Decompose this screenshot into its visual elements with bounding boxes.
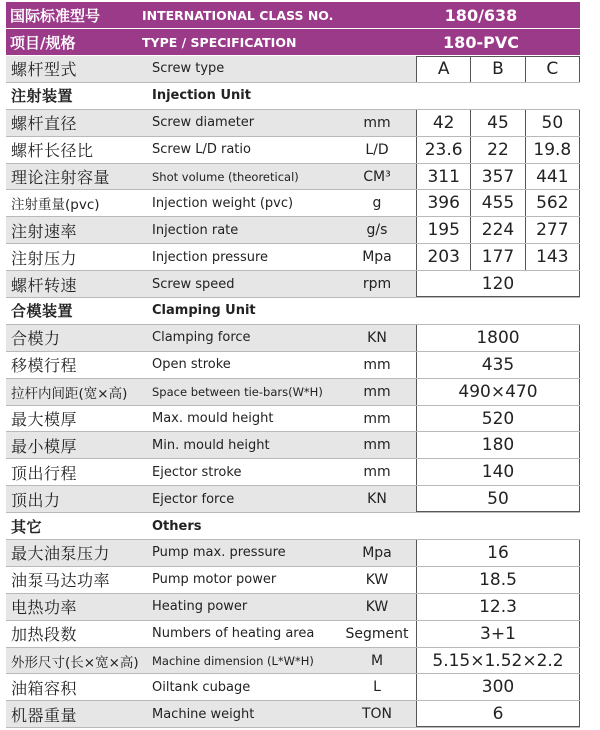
value-cell: 1800 xyxy=(476,327,520,348)
section-label-en: Others xyxy=(152,518,202,534)
row-unit xyxy=(338,56,416,82)
row-label-cn: 电热功率 xyxy=(11,598,78,618)
row-label-cn: 最大模厚 xyxy=(11,410,78,430)
row-label-cn: 移模行程 xyxy=(11,356,78,376)
row-label-en: Clamping force xyxy=(152,330,251,346)
row-label-cn: 合模力 xyxy=(11,329,61,349)
value-cell: 277 xyxy=(525,217,579,243)
row-unit: KW xyxy=(365,598,389,615)
row-values xyxy=(416,217,580,243)
row-label-en: Ejector stroke xyxy=(152,464,242,480)
class-label-cn: 国际标准型号 xyxy=(10,6,101,25)
value-cell: 22 xyxy=(470,137,524,163)
section-label-en: Clamping Unit xyxy=(152,303,256,319)
spec-row xyxy=(6,110,580,137)
row-label-cn: 螺杆转速 xyxy=(11,275,78,295)
row-values xyxy=(416,648,580,674)
clamping-rows xyxy=(6,325,580,513)
value-cell: 177 xyxy=(470,244,524,270)
value-cell: 140 xyxy=(481,462,515,483)
row-label-en: Oiltank cubage xyxy=(152,679,251,695)
row-label-cn: 最大油泵压力 xyxy=(11,544,111,564)
row-label-cn: 最小模厚 xyxy=(11,436,78,456)
value-cell: 42 xyxy=(432,112,455,133)
row-unit: mm xyxy=(363,356,391,373)
row-label-cn: 注射压力 xyxy=(11,248,78,268)
screw-type-row xyxy=(6,56,580,83)
value-cell: 50 xyxy=(487,488,509,509)
section-label-cn: 其它 xyxy=(11,517,43,536)
value-cell: 357 xyxy=(470,164,524,190)
row-unit: mm xyxy=(363,437,391,454)
type-value: 180-PVC xyxy=(443,32,519,52)
section-others xyxy=(6,513,580,540)
row-label-en: Injection pressure xyxy=(152,249,269,265)
value-cell: 195 xyxy=(427,220,460,241)
spec-sheet xyxy=(6,0,580,728)
row-values xyxy=(416,567,580,593)
row-label-en: Shot volume (theoretical) xyxy=(152,169,299,184)
row-values xyxy=(416,406,580,432)
row-label-en: Max. mould height xyxy=(152,411,274,427)
row-label-cn: 机器重量 xyxy=(11,705,78,725)
spec-row xyxy=(6,621,580,648)
row-label-en: Screw L/D ratio xyxy=(152,142,251,158)
row-unit: TON xyxy=(361,706,393,723)
row-unit: CM³ xyxy=(363,168,391,185)
row-unit: Mpa xyxy=(362,249,392,266)
row-values xyxy=(416,594,580,620)
spec-row xyxy=(6,352,580,379)
value-cell: 441 xyxy=(525,164,579,190)
row-label-en: Machine weight xyxy=(152,706,255,722)
spec-row xyxy=(6,648,580,675)
type-label-en: TYPE / SPECIFICATION xyxy=(142,34,297,50)
value-cell: 224 xyxy=(470,217,524,243)
spec-row xyxy=(6,244,580,271)
type-label-cn: 项目/规格 xyxy=(10,33,76,52)
row-label-cn: 螺杆直径 xyxy=(11,114,78,134)
row-label-cn: 螺杆长径比 xyxy=(11,141,94,161)
value-cell: 19.8 xyxy=(525,137,579,163)
spec-row xyxy=(6,567,580,594)
row-unit: Segment xyxy=(345,625,409,642)
spec-row xyxy=(6,674,580,701)
spec-row xyxy=(6,217,580,244)
value-cell: 23.6 xyxy=(424,139,463,160)
row-label-cn: 加热段数 xyxy=(11,625,78,645)
value-cell: 3+1 xyxy=(480,623,516,644)
type-header-row xyxy=(6,29,580,56)
value-cell: 6 xyxy=(492,703,504,724)
value-cell: 562 xyxy=(525,190,579,216)
spec-row xyxy=(6,432,580,459)
class-label-en: INTERNATIONAL CLASS NO. xyxy=(142,7,334,23)
value-cell: 311 xyxy=(427,166,460,187)
screw-type-values xyxy=(416,56,580,82)
value-cell: 12.3 xyxy=(479,596,517,617)
spec-row xyxy=(6,486,580,513)
row-label-cn: 外形尺寸(长×宽×高) xyxy=(11,654,139,671)
row-label-en: Heating power xyxy=(152,599,248,615)
injection-rows xyxy=(6,110,580,298)
section-label-en: Injection Unit xyxy=(152,88,251,104)
row-label-en: Machine dimension (L*W*H) xyxy=(152,653,314,668)
row-values xyxy=(416,244,580,270)
screw-type-a: A xyxy=(437,59,450,80)
row-values xyxy=(416,540,580,566)
row-unit: L xyxy=(373,679,381,696)
value-cell: 203 xyxy=(427,247,460,268)
row-values xyxy=(416,674,580,700)
value-cell: 5.15×1.52×2.2 xyxy=(432,650,564,671)
row-values xyxy=(416,379,580,405)
spec-row xyxy=(6,540,580,567)
row-label-en: Screw type xyxy=(152,61,225,77)
class-value: 180/638 xyxy=(444,5,518,25)
row-unit: g/s xyxy=(366,222,388,239)
row-unit: KN xyxy=(367,329,387,346)
row-unit: M xyxy=(370,652,384,669)
value-cell: 18.5 xyxy=(479,569,517,590)
row-label-en: Open stroke xyxy=(152,357,231,373)
row-values xyxy=(416,137,580,163)
spec-row xyxy=(6,379,580,406)
row-unit: mm xyxy=(363,383,391,400)
value-cell: 143 xyxy=(525,244,579,270)
row-values xyxy=(416,486,580,512)
value-cell: 45 xyxy=(470,110,524,136)
row-label-cn: 油泵马达功率 xyxy=(11,571,111,591)
value-cell: 490×470 xyxy=(458,381,538,402)
value-cell: 300 xyxy=(481,677,515,698)
row-label-cn: 拉杆内间距(宽×高) xyxy=(11,385,128,402)
row-label-cn: 顶出力 xyxy=(11,490,61,510)
row-unit: g xyxy=(372,195,382,212)
row-values xyxy=(416,621,580,647)
other-rows xyxy=(6,540,580,728)
value-cell: 50 xyxy=(525,110,579,136)
spec-row xyxy=(6,137,580,164)
row-unit: KN xyxy=(367,491,387,508)
value-cell: 120 xyxy=(481,273,515,294)
value-cell: 520 xyxy=(481,408,515,429)
row-label-cn: 螺杆型式 xyxy=(11,60,78,80)
row-values xyxy=(416,701,580,727)
value-cell: 435 xyxy=(481,354,515,375)
row-label-en: Injection weight (pvc) xyxy=(152,195,294,211)
screw-type-b: B xyxy=(470,57,524,82)
spec-row xyxy=(6,271,580,298)
row-label-cn: 顶出行程 xyxy=(11,463,78,483)
value-cell: 455 xyxy=(470,190,524,216)
row-values xyxy=(416,352,580,378)
row-unit: mm xyxy=(363,464,391,481)
class-header-row xyxy=(6,2,580,29)
row-label-cn: 注射速率 xyxy=(11,221,78,241)
row-values xyxy=(416,164,580,190)
row-label-en: Screw diameter xyxy=(152,115,255,131)
row-unit: mm xyxy=(363,114,391,131)
row-values xyxy=(416,271,580,297)
row-label-en: Injection rate xyxy=(152,222,239,238)
value-cell: 396 xyxy=(427,193,460,214)
row-label-en: Pump max. pressure xyxy=(152,545,286,561)
row-label-en: Numbers of heating area xyxy=(152,626,315,642)
spec-row xyxy=(6,325,580,352)
row-label-cn: 油箱容积 xyxy=(11,678,78,698)
row-label-en: Min. mould height xyxy=(152,437,270,453)
row-unit: mm xyxy=(363,410,391,427)
row-unit: rpm xyxy=(362,276,392,293)
spec-row xyxy=(6,594,580,621)
value-cell: 16 xyxy=(487,542,509,563)
row-values xyxy=(416,325,580,351)
row-values xyxy=(416,459,580,485)
row-label-en: Ejector force xyxy=(152,491,235,507)
spec-row xyxy=(6,701,580,728)
row-label-cn: 理论注射容量 xyxy=(11,168,111,187)
row-values xyxy=(416,110,580,136)
spec-row xyxy=(6,190,580,217)
row-unit: KW xyxy=(365,571,389,588)
section-label-cn: 注射装置 xyxy=(11,87,74,106)
row-label-en: Space between tie-bars(W*H) xyxy=(152,384,323,399)
row-unit: L/D xyxy=(365,141,389,158)
section-injection xyxy=(6,83,580,110)
row-values xyxy=(416,432,580,458)
row-unit: Mpa xyxy=(362,544,392,561)
row-label-cn: 注射重量(pvc) xyxy=(11,197,100,214)
value-cell: 180 xyxy=(481,435,515,456)
section-clamping xyxy=(6,298,580,325)
row-values xyxy=(416,190,580,216)
screw-type-c: C xyxy=(525,57,579,82)
spec-row xyxy=(6,406,580,433)
spec-row xyxy=(6,459,580,486)
row-label-en: Screw speed xyxy=(152,276,235,292)
section-label-cn: 合模装置 xyxy=(11,302,74,321)
row-label-en: Pump motor power xyxy=(152,572,277,588)
spec-row xyxy=(6,164,580,191)
